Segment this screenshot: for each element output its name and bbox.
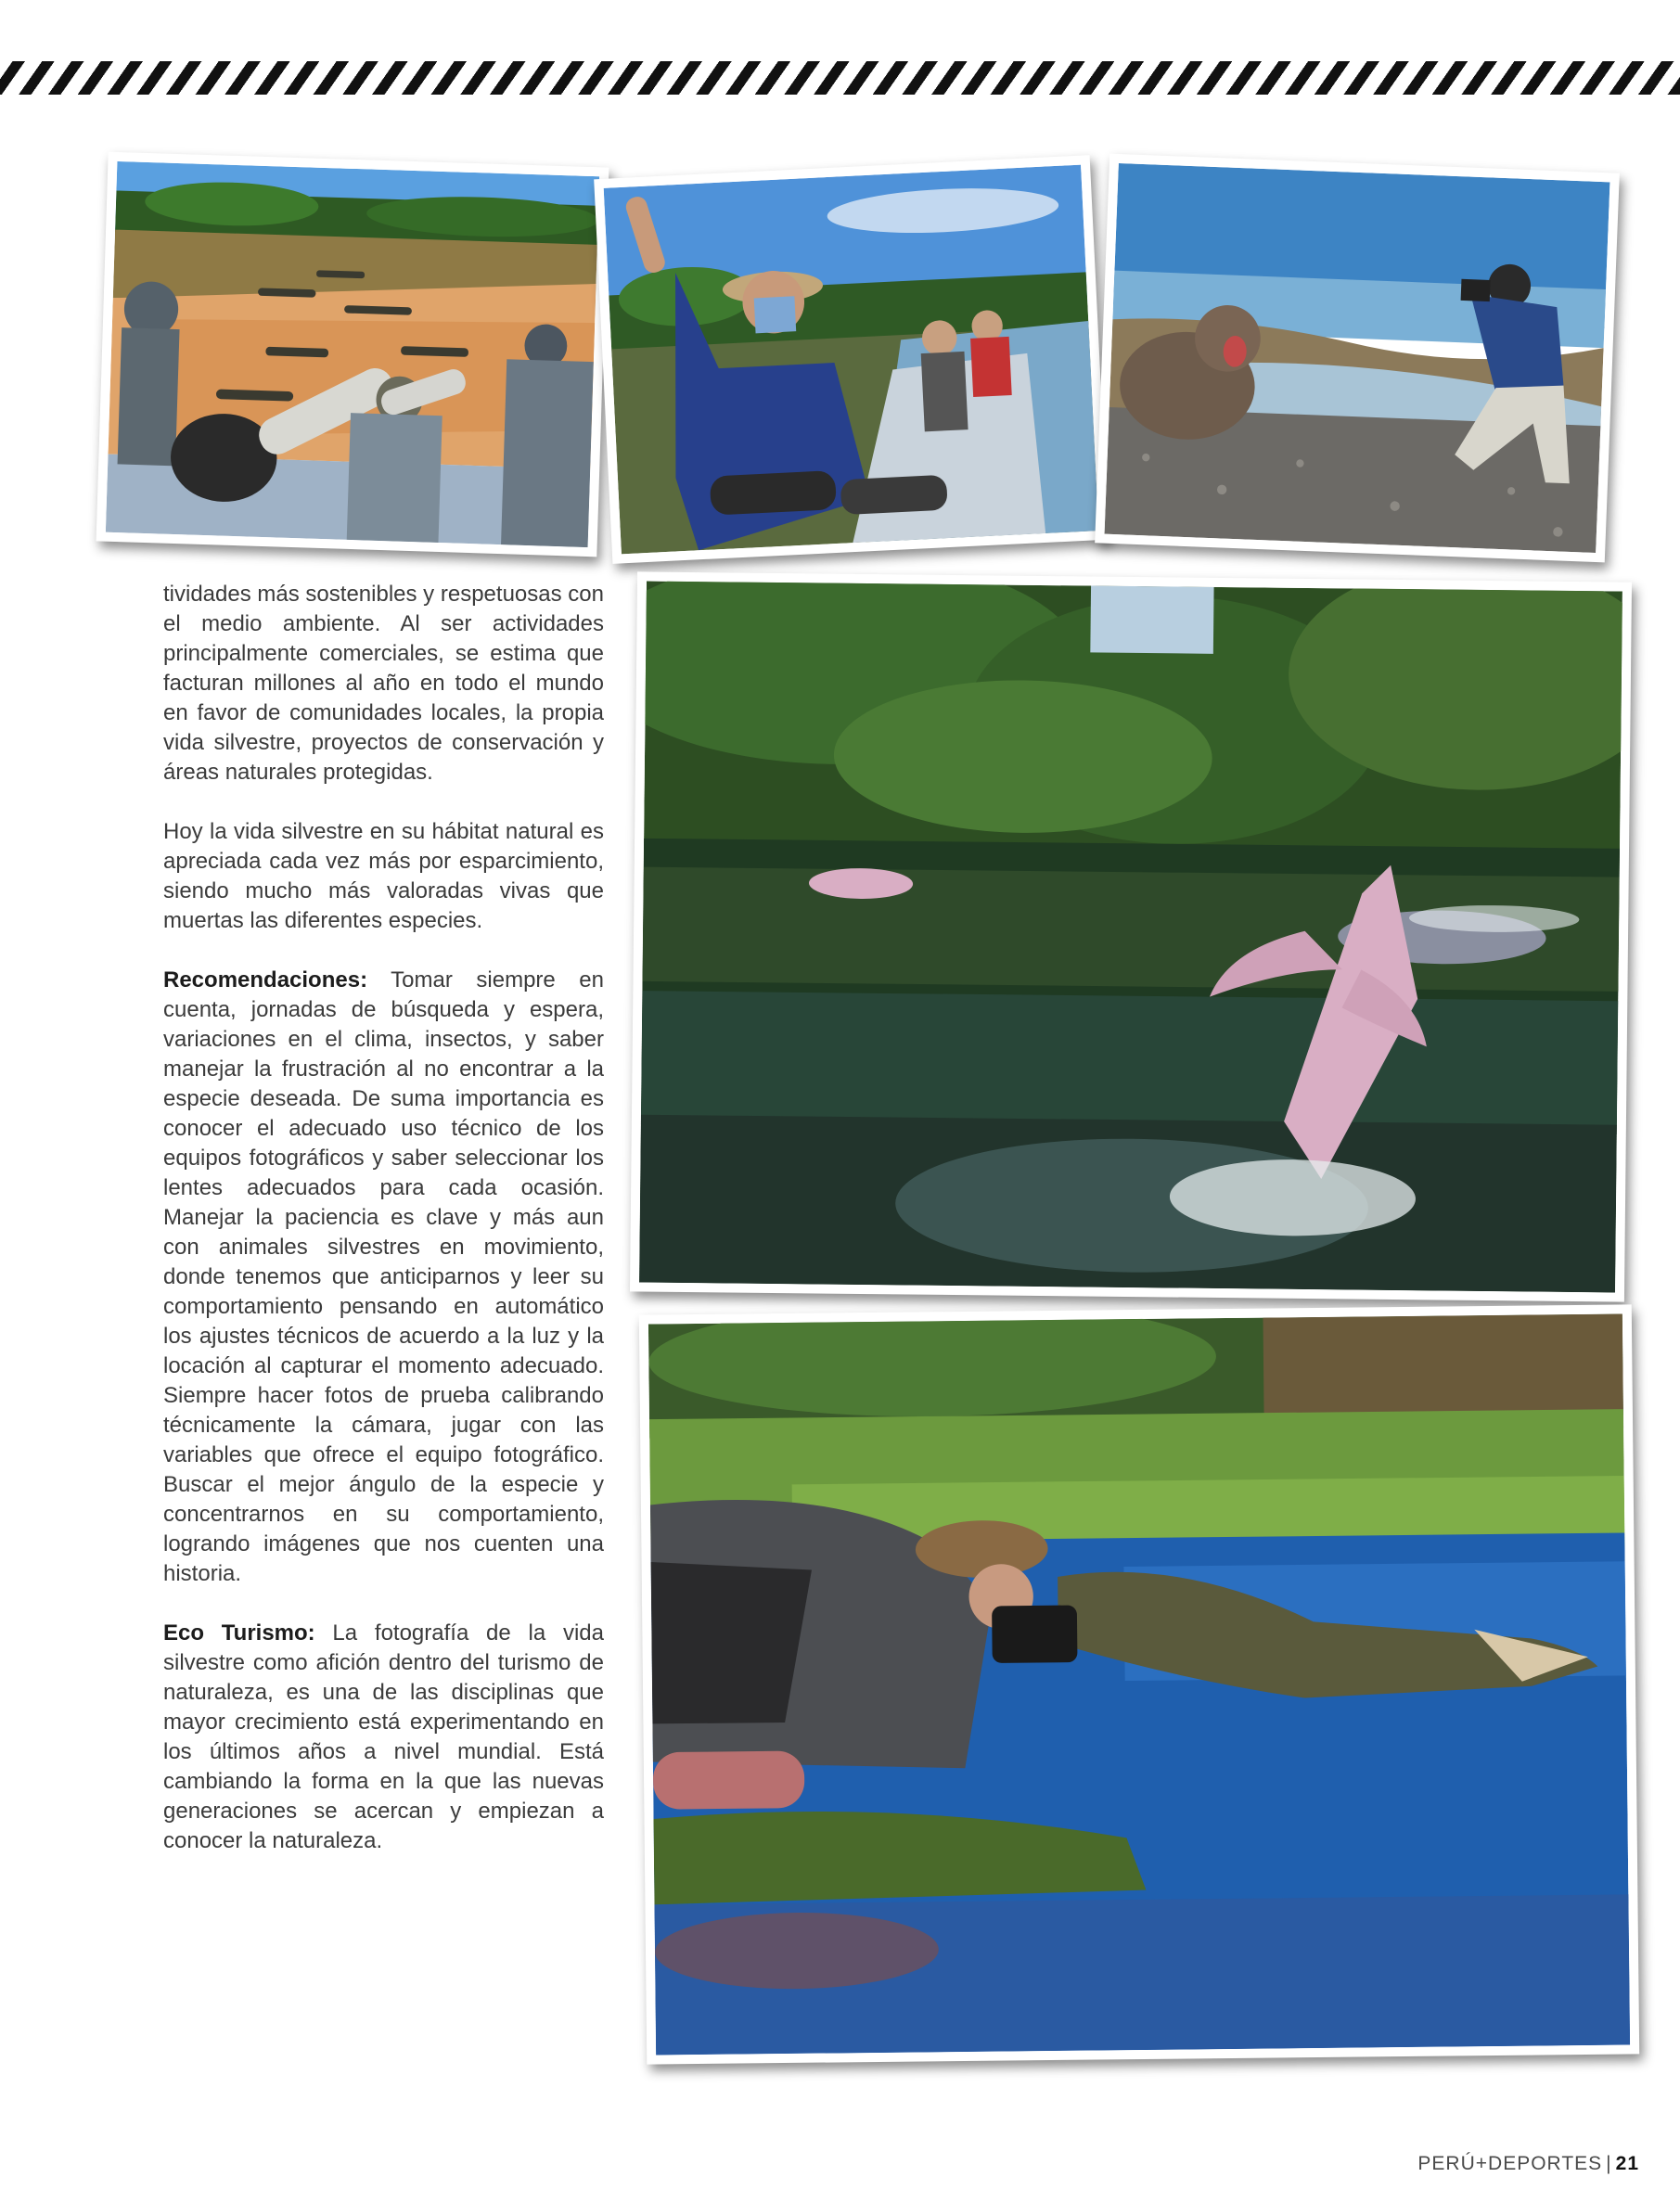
- photo-boat-selfie: [594, 155, 1109, 564]
- paragraph-wildlife: Hoy la vida silvestre en su hábitat natural es apreciada cada vez más por esparcimiento, siendo mucho más valoradas vivas que muertas las diferentes especies.: [163, 819, 604, 933]
- photo-elephant-seal: [1095, 154, 1620, 563]
- heading-recommendations: Recomendaciones:: [163, 967, 368, 993]
- photo-caimans-sandbank: [96, 152, 609, 557]
- paragraph-recommendations: [163, 966, 604, 1589]
- page-footer: [1417, 2153, 1639, 2175]
- publication-name: PERÚ+DEPORTES: [1417, 2153, 1603, 2174]
- article-text-column: [163, 580, 604, 1886]
- photo-photographer-caiman: [639, 1304, 1639, 2064]
- photo-pink-river-dolphins: [630, 571, 1632, 1301]
- decorative-stripe-band: [0, 61, 1680, 95]
- paragraph-intro: tividades más sostenibles y respetuosas con el medio ambiente. Al ser actividades principalmente comerciales, se estima que facturan millones al año en todo el mundo en favor de comunidades locales, la propia vida silvestre, proyectos de conservación y áreas naturales protegidas.: [163, 582, 604, 785]
- paragraph-eco-tourism: [163, 1619, 604, 1856]
- recommendations-body: Tomar siempre en cuenta, jornadas de búsqueda y espera, variaciones en el clima, insectos, y saber manejar la frustración al no encontrar a la especie deseada. De suma importancia es conocer el adecuado uso técnico de los equipos fotográficos y saber seleccionar los lentes adecuados para cada ocasión. Manejar la paciencia es clave y más aun con animales silvestres en movimiento, donde tenemos que anticiparnos y leer su comportamiento pensando en automático los ajustes técnicos de acuerdo a la luz y la locación al capturar el momento adecuado. Siempre hacer fotos de prueba calibrando técnicamente la cámara, jugar con las variables que ofrece el equipo fotográfico. Buscar el mejor ángulo de la especie y concentrarnos en su comportamiento, logrando imágenes que nos cuenten una historia.: [163, 967, 604, 1586]
- page-number: 21: [1615, 2153, 1639, 2174]
- eco-tourism-body: La fotografía de la vida silvestre como afición dentro del turismo de naturaleza, es una de las disciplinas que mayor crecimiento está experimentando en los últimos años a nivel mundial. Está cambiando la forma en la que las nuevas generaciones se acercan y empiezan a conocer la naturaleza.: [163, 1620, 604, 1853]
- heading-eco-tourism: Eco Turismo:: [163, 1620, 315, 1646]
- footer-separator: |: [1606, 2153, 1612, 2174]
